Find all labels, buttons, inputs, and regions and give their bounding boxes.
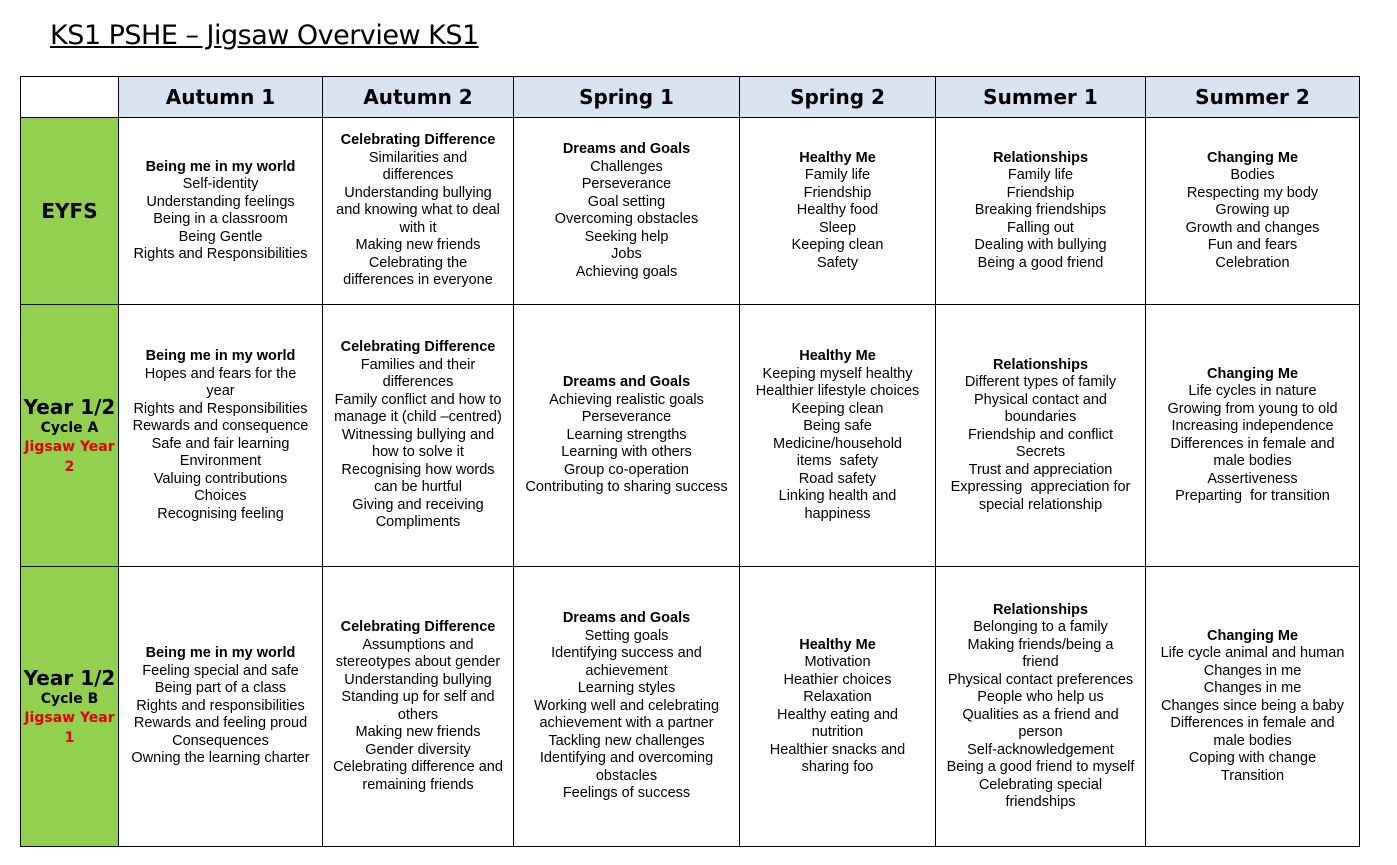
unit-topic: Trust and appreciation	[968, 461, 1113, 478]
unit-topic: Environment	[179, 453, 262, 469]
unit-topic: Being safe	[803, 418, 872, 434]
unit-topic: Life cycles in nature	[1188, 383, 1317, 399]
term-header-summer-1: Summer 1	[936, 77, 1146, 118]
unit-heading: Being me in my world	[145, 645, 296, 662]
unit-topic: Giving and receiving	[352, 496, 484, 513]
unit-topic: Learning styles	[577, 680, 676, 697]
unit-topic: Keeping myself healthy	[762, 365, 913, 382]
unit-topic: Assumptions and	[362, 636, 474, 653]
unit-topic: sharing foo	[801, 759, 874, 775]
row-eyfs	[21, 118, 1360, 305]
corner-cell	[21, 77, 119, 118]
unit-topic: boundaries	[1004, 409, 1077, 426]
unit-topic: Transition	[1220, 767, 1285, 784]
row-year-1-2-cycle-a	[21, 305, 1360, 567]
unit-topic: Respecting my body	[1186, 184, 1319, 201]
unit-topic: items safety	[796, 453, 879, 469]
term-header-spring-2: Spring 2	[740, 77, 936, 118]
page-title: KS1 PSHE – Jigsaw Overview KS1	[50, 20, 479, 51]
unit-heading: Changing Me	[1206, 149, 1299, 166]
unit-topic: Fun and fears	[1207, 237, 1298, 254]
unit-topic: Being a good friend to myself	[946, 759, 1135, 775]
unit-topic: Recognising feeling	[157, 505, 284, 522]
unit-topic: Celebration	[1215, 254, 1290, 271]
unit-topic: Relaxation	[803, 689, 872, 705]
unit-topic: Safety	[816, 254, 859, 271]
unit-topic: Learning strengths	[566, 426, 687, 443]
unit-heading: Dreams and Goals	[562, 141, 691, 157]
unit-cell	[323, 118, 514, 305]
unit-cell	[740, 305, 936, 567]
unit-topic: can be hurtful	[374, 479, 462, 496]
row-header	[21, 567, 119, 847]
unit-topic: manage it (child –centred)	[334, 409, 502, 426]
unit-topic: Standing up for self and	[341, 689, 495, 705]
row-label: Year 1/2	[23, 665, 116, 690]
row-header	[21, 305, 119, 567]
unit-topic: Healthier snacks and	[769, 741, 906, 758]
unit-topic: others	[397, 706, 439, 723]
unit-cell	[936, 118, 1146, 305]
unit-topic: Identifying and overcoming	[539, 750, 714, 767]
unit-topic: Keeping clean	[791, 237, 884, 254]
unit-topic: Learning with others	[561, 444, 692, 461]
unit-heading: Healthy Me	[799, 149, 876, 166]
unit-topic: Differences in female and	[1170, 715, 1335, 732]
unit-topic: Preparting for transition	[1175, 488, 1330, 504]
unit-topic: differences	[382, 374, 454, 391]
unit-heading: Celebrating Difference	[340, 132, 496, 149]
unit-heading: Dreams and Goals	[562, 610, 691, 627]
unit-heading: Celebrating Difference	[340, 619, 496, 635]
term-header-summer-2: Summer 2	[1146, 77, 1360, 118]
unit-topic: Coping with change	[1188, 750, 1317, 767]
unit-topic: Rewards and feeling proud	[133, 715, 308, 732]
unit-topic: Recognising how words	[341, 461, 495, 478]
unit-topic: Families and their	[360, 356, 476, 373]
unit-topic: Seeking help	[584, 228, 669, 245]
unit-topic: Hopes and fears for the	[144, 365, 297, 382]
unit-topic: Physical contact and	[974, 391, 1107, 408]
unit-topic: Making friends/being a	[967, 636, 1114, 653]
unit-topic: Perseverance	[581, 409, 672, 426]
unit-topic: Setting goals	[584, 627, 669, 644]
row-jigsaw-label: Jigsaw Year 2	[24, 438, 115, 475]
unit-topic: Changes in me	[1203, 680, 1302, 697]
unit-topic: Similarities and	[368, 149, 468, 166]
unit-topic: Perseverance	[581, 176, 672, 192]
unit-heading: Dreams and Goals	[562, 374, 691, 391]
unit-cell	[119, 118, 323, 305]
unit-topic: Valuing contributions	[153, 470, 288, 487]
unit-topic: Healthy eating and	[777, 706, 898, 723]
unit-topic: Making new friends	[355, 237, 481, 254]
unit-cell	[514, 118, 740, 305]
unit-topic: friendships	[1005, 794, 1076, 810]
unit-topic: Road safety	[798, 470, 877, 487]
unit-topic: Celebrating the	[368, 254, 468, 271]
unit-topic: Differences in female and	[1170, 435, 1335, 452]
row-jigsaw-label: Jigsaw Year 1	[24, 709, 115, 746]
unit-cell	[740, 118, 936, 305]
unit-topic: male bodies	[1213, 453, 1292, 469]
unit-topic: Consequences	[172, 732, 269, 749]
unit-topic: Gender diversity	[365, 741, 471, 758]
unit-cell	[119, 305, 323, 567]
unit-topic: and knowing what to deal	[336, 202, 500, 219]
row-label: Year 1/2	[23, 394, 116, 419]
unit-topic: Challenges	[590, 158, 663, 175]
unit-topic: Healthier lifestyle choices	[755, 383, 920, 399]
unit-topic: Rights and Responsibilities	[133, 400, 308, 417]
unit-cell	[1146, 305, 1360, 567]
unit-topic: Bodies	[1230, 167, 1275, 184]
unit-heading: Relationships	[992, 356, 1089, 373]
unit-topic: Secrets	[1015, 444, 1066, 461]
unit-heading: Changing Me	[1206, 365, 1299, 382]
unit-topic: Understanding bullying	[344, 671, 492, 688]
unit-topic: Falling out	[1007, 219, 1074, 236]
unit-topic: Rewards and consequence	[132, 418, 309, 434]
unit-topic: Physical contact preferences	[947, 671, 1134, 688]
unit-topic: Motivation	[804, 654, 871, 670]
unit-cell	[514, 567, 740, 847]
unit-cell	[514, 305, 740, 567]
unit-heading: Relationships	[992, 149, 1089, 166]
unit-topic: Increasing independence	[1171, 418, 1334, 434]
unit-topic: Compliments	[375, 514, 461, 531]
unit-cell	[936, 305, 1146, 567]
unit-topic: Friendship	[1006, 184, 1075, 201]
unit-topic: Self-identity	[182, 176, 259, 192]
row-cycle-label: Cycle A	[40, 419, 99, 436]
unit-topic: Tackling new challenges	[548, 732, 705, 749]
unit-topic: stereotypes about gender	[335, 654, 501, 670]
unit-topic: Feelings of success	[562, 785, 691, 802]
unit-topic: People who help us	[977, 689, 1104, 705]
unit-cell	[936, 567, 1146, 847]
unit-topic: how to solve it	[372, 444, 464, 461]
unit-topic: Belonging to a family	[973, 619, 1108, 635]
unit-topic: Being a good friend	[977, 254, 1104, 271]
unit-topic: Keeping clean	[791, 400, 884, 417]
unit-topic: Celebrating difference and	[333, 759, 503, 775]
unit-topic: year	[206, 383, 235, 399]
unit-topic: Rights and Responsibilities	[133, 246, 308, 262]
unit-cell	[323, 567, 514, 847]
unit-topic: Changes since being a baby	[1161, 697, 1344, 714]
unit-topic: Understanding feelings	[146, 193, 295, 210]
row-header	[21, 118, 119, 305]
unit-topic: nutrition	[811, 724, 864, 740]
unit-topic: Celebrating special	[978, 776, 1103, 793]
unit-topic: Breaking friendships	[974, 202, 1107, 219]
unit-cell	[119, 567, 323, 847]
unit-topic: Making new friends	[355, 724, 481, 740]
unit-topic: achievement with a partner	[539, 715, 714, 732]
unit-topic: obstacles	[595, 767, 658, 784]
unit-topic: Feeling special and safe	[142, 662, 299, 679]
unit-heading: Healthy Me	[799, 636, 876, 653]
unit-topic: special relationship	[978, 496, 1103, 513]
unit-topic: Family life	[1007, 167, 1074, 184]
unit-topic: Jobs	[611, 246, 642, 262]
unit-topic: differences in everyone	[343, 272, 493, 289]
unit-topic: person	[1018, 724, 1063, 740]
unit-heading: Celebrating Difference	[340, 339, 496, 356]
term-header-autumn-2: Autumn 2	[323, 77, 514, 118]
term-header-autumn-1: Autumn 1	[119, 77, 323, 118]
unit-cell	[1146, 567, 1360, 847]
header-row	[21, 77, 1360, 118]
unit-topic: differences	[382, 167, 454, 184]
unit-topic: Identifying success and	[551, 645, 702, 662]
unit-cell	[323, 305, 514, 567]
unit-heading: Being me in my world	[145, 348, 296, 364]
unit-topic: Assertiveness	[1207, 470, 1298, 487]
unit-topic: Changes in me	[1203, 662, 1302, 679]
unit-topic: Choices	[194, 488, 247, 504]
unit-topic: Friendship	[803, 184, 872, 201]
unit-topic: Family conflict and how to	[334, 391, 502, 408]
unit-topic: Achieving realistic goals	[549, 391, 704, 408]
unit-topic: Heathier choices	[783, 671, 892, 688]
unit-topic: Self-acknowledgement	[967, 741, 1114, 758]
row-label: EYFS	[41, 199, 98, 223]
unit-topic: Rights and responsibilities	[136, 697, 305, 714]
unit-topic: Witnessing bullying and	[341, 426, 495, 443]
unit-topic: Expressing appreciation for	[950, 479, 1131, 496]
unit-topic: Understanding bullying	[344, 184, 492, 201]
unit-topic: Working well and celebrating	[533, 697, 720, 714]
unit-topic: Being in a classroom	[153, 211, 288, 227]
unit-topic: Qualities as a friend and	[962, 706, 1119, 723]
unit-topic: with it	[399, 219, 437, 236]
unit-cell	[740, 567, 936, 847]
row-year-1-2-cycle-b	[21, 567, 1360, 847]
unit-topic: Different types of family	[964, 374, 1117, 391]
unit-topic: Friendship and conflict	[967, 426, 1114, 443]
unit-topic: Safe and fair learning	[151, 435, 290, 452]
unit-topic: Dealing with bullying	[974, 237, 1107, 254]
unit-topic: Contributing to sharing success	[525, 479, 728, 496]
unit-topic: happiness	[804, 505, 871, 522]
unit-topic: Growing up	[1215, 202, 1290, 219]
row-cycle-label: Cycle B	[40, 690, 99, 707]
unit-topic: Owning the learning charter	[131, 750, 310, 767]
unit-topic: Medicine/household	[773, 435, 902, 452]
unit-topic: remaining friends	[362, 776, 474, 793]
unit-topic: Overcoming obstacles	[554, 211, 699, 227]
unit-topic: Achieving goals	[575, 263, 678, 280]
overview-table	[20, 76, 1360, 847]
unit-heading: Relationships	[992, 601, 1089, 618]
unit-topic: Growing from young to old	[1167, 400, 1338, 417]
unit-heading: Being me in my world	[145, 158, 296, 175]
unit-topic: Healthy food	[796, 202, 879, 219]
unit-heading: Changing Me	[1206, 627, 1299, 644]
unit-heading: Healthy Me	[799, 348, 876, 364]
unit-topic: Sleep	[818, 219, 857, 236]
unit-topic: Goal setting	[587, 193, 666, 210]
unit-topic: Life cycle animal and human	[1160, 645, 1345, 662]
unit-topic: friend	[1022, 654, 1059, 670]
unit-topic: Being Gentle	[178, 228, 263, 245]
unit-topic: Being part of a class	[154, 680, 287, 697]
unit-topic: Family life	[804, 167, 871, 184]
unit-topic: Group co-operation	[564, 461, 689, 478]
unit-topic: male bodies	[1213, 732, 1292, 749]
unit-topic: Growth and changes	[1185, 219, 1320, 236]
term-header-spring-1: Spring 1	[514, 77, 740, 118]
unit-topic: achievement	[585, 662, 668, 679]
unit-cell	[1146, 118, 1360, 305]
unit-topic: Linking health and	[778, 488, 897, 504]
